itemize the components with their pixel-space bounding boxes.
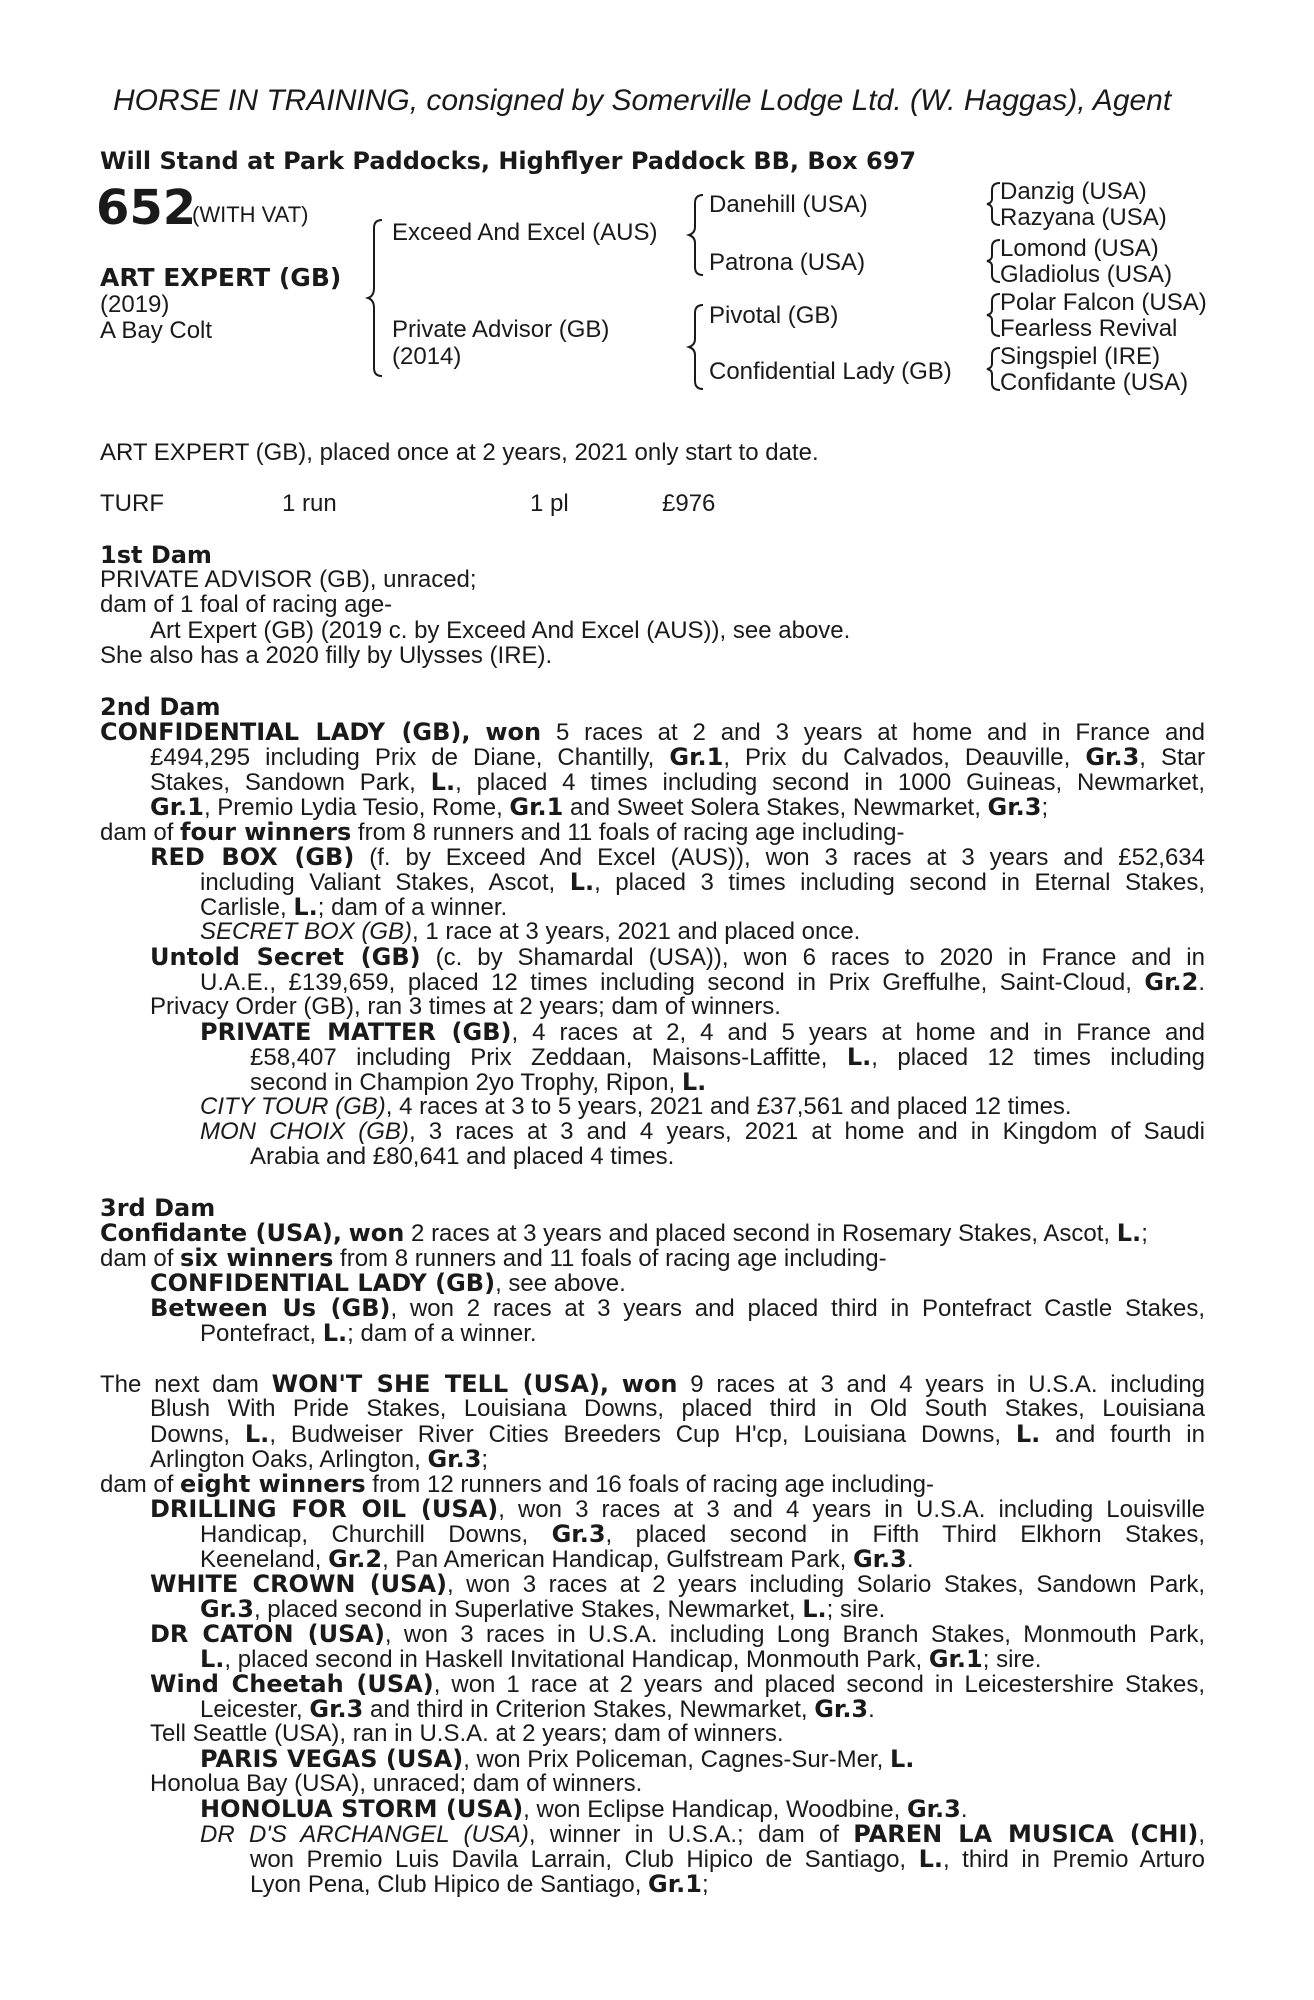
text-line: dam of four winners from 8 runners and 11 foals of racing age including- (100, 818, 905, 846)
text-line: CONFIDENTIAL LADY (GB), won 5 races at 2 and 3 years at home and in France and (100, 718, 1205, 746)
gen4-5: Polar Falcon (USA) (1000, 289, 1207, 316)
first-dam-line: She also has a 2020 filly by Ulysses (IRE). (100, 642, 553, 669)
text-line: Gr.1, Premio Lydia Tesio, Rome, Gr.1 and Sweet Solera Stakes, Newmarket, Gr.3; (150, 793, 1049, 821)
text-line: PARIS VEGAS (USA), won Prix Policeman, Cagnes-Sur-Mer, L. (200, 1745, 915, 1773)
text-line: WHITE CROWN (USA), won 3 races at 2 years including Solario Stakes, Sandown Park, (150, 1570, 1205, 1598)
text-line: Keeneland, Gr.2, Pan American Handicap, Gulfstream Park, Gr.3. (200, 1545, 914, 1573)
lot-number: 652 (96, 180, 197, 236)
gen4-7: Singspiel (IRE) (1000, 343, 1161, 370)
text-line: RED BOX (GB) (f. by Exceed And Excel (AUS)), won 3 races at 3 years and £52,634 (150, 843, 1206, 871)
text-line: CONFIDENTIAL LADY (GB), see above. (150, 1269, 626, 1297)
text-line: Privacy Order (GB), ran 3 times at 2 years; dam of winners. (150, 993, 781, 1020)
text-line: Stakes, Sandown Park, L., placed 4 times including second in 1000 Guineas, Newmarket, (150, 768, 1205, 796)
sire-sire: Danehill (USA) (709, 191, 868, 218)
text-line: Arabia and £80,641 and placed 4 times. (250, 1143, 675, 1170)
dam-year: (2014) (392, 343, 462, 370)
text-line: won Premio Luis Davila Larrain, Club Hipico de Santiago, L., third in Premio Arturo (250, 1845, 1205, 1873)
horse-description: A Bay Colt (100, 317, 213, 344)
text-line: PRIVATE MATTER (GB), 4 races at 2, 4 and 5 years at home and in France and (200, 1018, 1205, 1046)
gen4-1: Danzig (USA) (1000, 178, 1147, 205)
text-line: dam of eight winners from 12 runners and 16 foals of racing age including- (100, 1470, 934, 1498)
section-heading: 2nd Dam (100, 693, 221, 721)
text-line: DRILLING FOR OIL (USA), won 3 races at 3 and 4 years in U.S.A. including Louisville (150, 1495, 1206, 1523)
gen4-3: Lomond (USA) (1000, 235, 1159, 262)
text-line: Confidante (USA), won 2 races at 3 years and placed second in Rosemary Stakes, Ascot, L.; (100, 1219, 1148, 1247)
text-line: DR D'S ARCHANGEL (USA), winner in U.S.A.; dam of PAREN LA MUSICA (CHI), (200, 1820, 1206, 1848)
text-line: Wind Cheetah (USA), won 1 race at 2 years and placed second in Leicestershire Stakes, (150, 1670, 1206, 1698)
dam-sire: Pivotal (GB) (709, 302, 839, 329)
text-line: £58,407 including Prix Zeddaan, Maisons-Laffitte, L., placed 12 times including (250, 1043, 1206, 1071)
stand-location: Will Stand at Park Paddocks, Highflyer Paddock BB, Box 697 (100, 147, 917, 175)
text-line: dam of six winners from 8 runners and 11 foals of racing age including- (100, 1244, 887, 1272)
text-line: Handicap, Churchill Downs, Gr.3, placed second in Fifth Third Elkhorn Stakes, (200, 1520, 1205, 1548)
earnings: £976 (662, 490, 716, 517)
text-line: CITY TOUR (GB), 4 races at 3 to 5 years, 2021 and £37,561 and placed 12 times. (200, 1093, 1072, 1120)
sire-dam: Patrona (USA) (709, 249, 866, 276)
text-line: Between Us (GB), won 2 races at 3 years and placed third in Pontefract Castle Stakes, (150, 1294, 1205, 1322)
gen4-6: Fearless Revival (1000, 315, 1178, 342)
section-heading: 3rd Dam (100, 1194, 216, 1222)
section-heading: 1st Dam (100, 541, 212, 569)
text-line: U.A.E., £139,659, placed 12 times including second in Prix Greffulhe, Saint-Cloud, Gr.2. (200, 968, 1206, 996)
first-dam-line: dam of 1 foal of racing age- (100, 591, 393, 618)
placed-count: 1 pl (530, 490, 569, 517)
text-line: Blush With Pride Stakes, Louisiana Downs, placed third in Old South Stakes, Louisiana (150, 1395, 1205, 1422)
surface-label: TURF (100, 490, 164, 517)
runs-count: 1 run (282, 490, 337, 517)
text-line: Pontefract, L.; dam of a winner. (200, 1319, 537, 1347)
text-line: Leicester, Gr.3 and third in Criterion Stakes, Newmarket, Gr.3. (200, 1695, 875, 1723)
text-line: Carlisle, L.; dam of a winner. (200, 893, 508, 921)
first-dam-line: Art Expert (GB) (2019 c. by Exceed And Excel (AUS)), see above. (150, 617, 851, 644)
vat-label: (WITH VAT) (192, 202, 309, 227)
first-dam-line: PRIVATE ADVISOR (GB), unraced; (100, 566, 477, 593)
text-line: Gr.3, placed second in Superlative Stakes, Newmarket, L.; sire. (200, 1595, 886, 1623)
text-line: MON CHOIX (GB), 3 races at 3 and 4 years, 2021 at home and in Kingdom of Saudi (200, 1118, 1206, 1145)
text-line: Arlington Oaks, Arlington, Gr.3; (150, 1445, 489, 1473)
horse-name: ART EXPERT (GB) (100, 263, 342, 292)
catalogue-header: HORSE IN TRAINING, consigned by Somerville Lodge Ltd. (W. Haggas), Agent (113, 84, 1172, 117)
sire-name: Exceed And Excel (AUS) (392, 219, 658, 246)
text-line: Downs, L., Budweiser River Cities Breeders Cup H'cp, Louisiana Downs, L. and fourth in (150, 1420, 1205, 1448)
text-line: Untold Secret (GB) (c. by Shamardal (USA)), won 6 races to 2020 in France and in (150, 943, 1205, 971)
text-line: HONOLUA STORM (USA), won Eclipse Handicap, Woodbine, Gr.3. (200, 1795, 968, 1823)
gen4-8: Confidante (USA) (1000, 369, 1189, 396)
text-line: second in Champion 2yo Trophy, Ripon, L. (250, 1068, 707, 1096)
text-line: The next dam WON'T SHE TELL (USA), won 9 races at 3 and 4 years in U.S.A. including (100, 1370, 1206, 1398)
dam-name: Private Advisor (GB) (392, 316, 610, 343)
text-line: DR CATON (USA), won 3 races in U.S.A. including Long Branch Stakes, Monmouth Park, (150, 1620, 1205, 1648)
text-line: Lyon Pena, Club Hipico de Santiago, Gr.1; (250, 1870, 709, 1898)
gen4-2: Razyana (USA) (1000, 204, 1167, 231)
text-line: SECRET BOX (GB), 1 race at 3 years, 2021 and placed once. (200, 918, 861, 945)
text-line: Tell Seattle (USA), ran in U.S.A. at 2 years; dam of winners. (150, 1720, 784, 1747)
dam-dam: Confidential Lady (GB) (709, 358, 952, 385)
text-line: Honolua Bay (USA), unraced; dam of winners. (150, 1770, 643, 1797)
race-summary: ART EXPERT (GB), placed once at 2 years, 2021 only start to date. (100, 439, 819, 466)
text-line: £494,295 including Prix de Diane, Chantilly, Gr.1, Prix du Calvados, Deauville, Gr.3, Star (150, 743, 1206, 771)
horse-year: (2019) (100, 291, 170, 318)
text-line: L., placed second in Haskell Invitational Handicap, Monmouth Park, Gr.1; sire. (200, 1645, 1042, 1673)
gen4-4: Gladiolus (USA) (1000, 261, 1173, 288)
text-line: including Valiant Stakes, Ascot, L., placed 3 times including second in Eternal Stakes, (200, 868, 1206, 896)
